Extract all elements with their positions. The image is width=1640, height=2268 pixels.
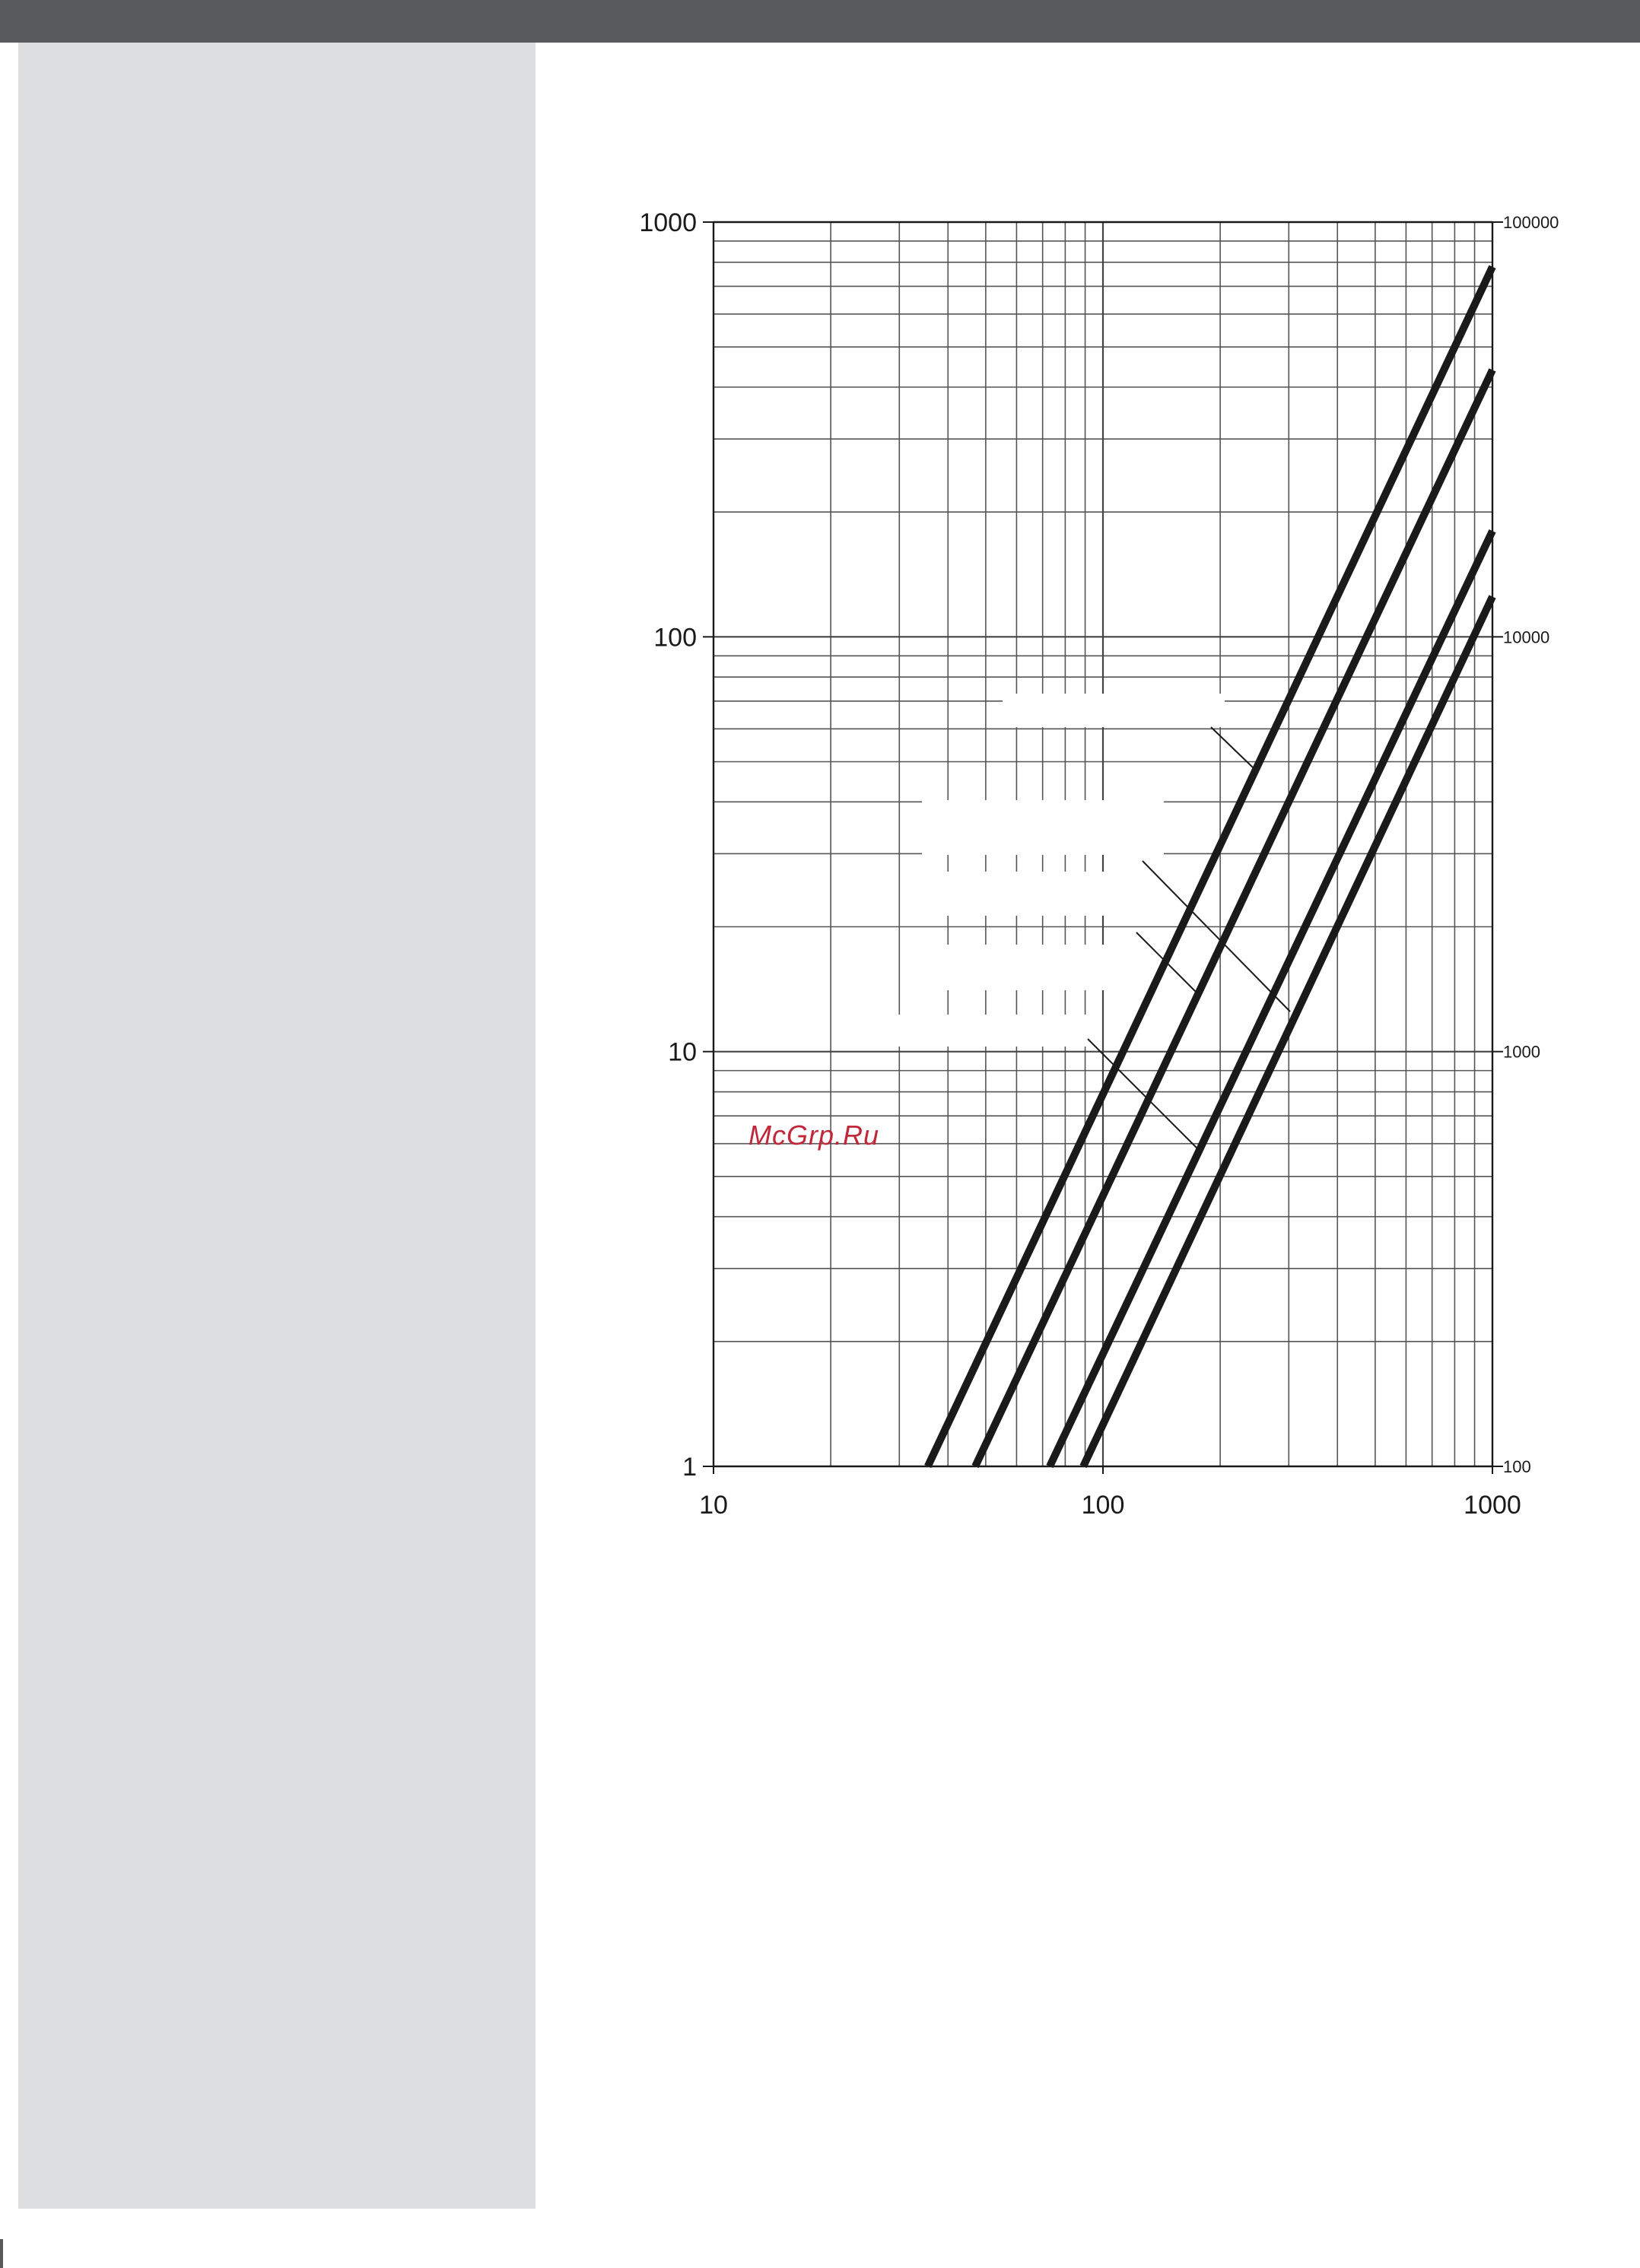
y-tick-label: 1000	[639, 208, 697, 237]
tick-labels	[639, 208, 1559, 1520]
watermark-text: McGrp.Ru	[748, 1120, 880, 1151]
series-lines	[928, 267, 1492, 1466]
y-tick-label: 100	[653, 623, 697, 653]
series-line	[1083, 597, 1492, 1467]
series-line	[928, 267, 1492, 1466]
label-blank-areas	[866, 694, 1225, 1047]
blank-label-area	[922, 800, 1164, 855]
y2-tick-label: 10000	[1503, 627, 1550, 647]
y-tick-label: 1	[682, 1453, 697, 1482]
series-line	[975, 370, 1492, 1466]
blank-label-area	[866, 1015, 1086, 1047]
y2-tick-label: 100000	[1503, 213, 1559, 232]
blank-label-area	[1003, 694, 1225, 727]
y2-tick-label: 100	[1503, 1457, 1531, 1476]
y-tick-label: 10	[668, 1037, 697, 1067]
blank-label-area	[922, 872, 1144, 916]
leader-line	[1143, 861, 1290, 1012]
blank-label-area	[922, 945, 1144, 990]
y2-tick-label: 1000	[1503, 1042, 1540, 1062]
x-tick-label: 1000	[1464, 1491, 1521, 1520]
x-tick-label: 100	[1081, 1491, 1125, 1520]
x-tick-label: 10	[699, 1491, 728, 1520]
series-line	[1050, 531, 1492, 1466]
